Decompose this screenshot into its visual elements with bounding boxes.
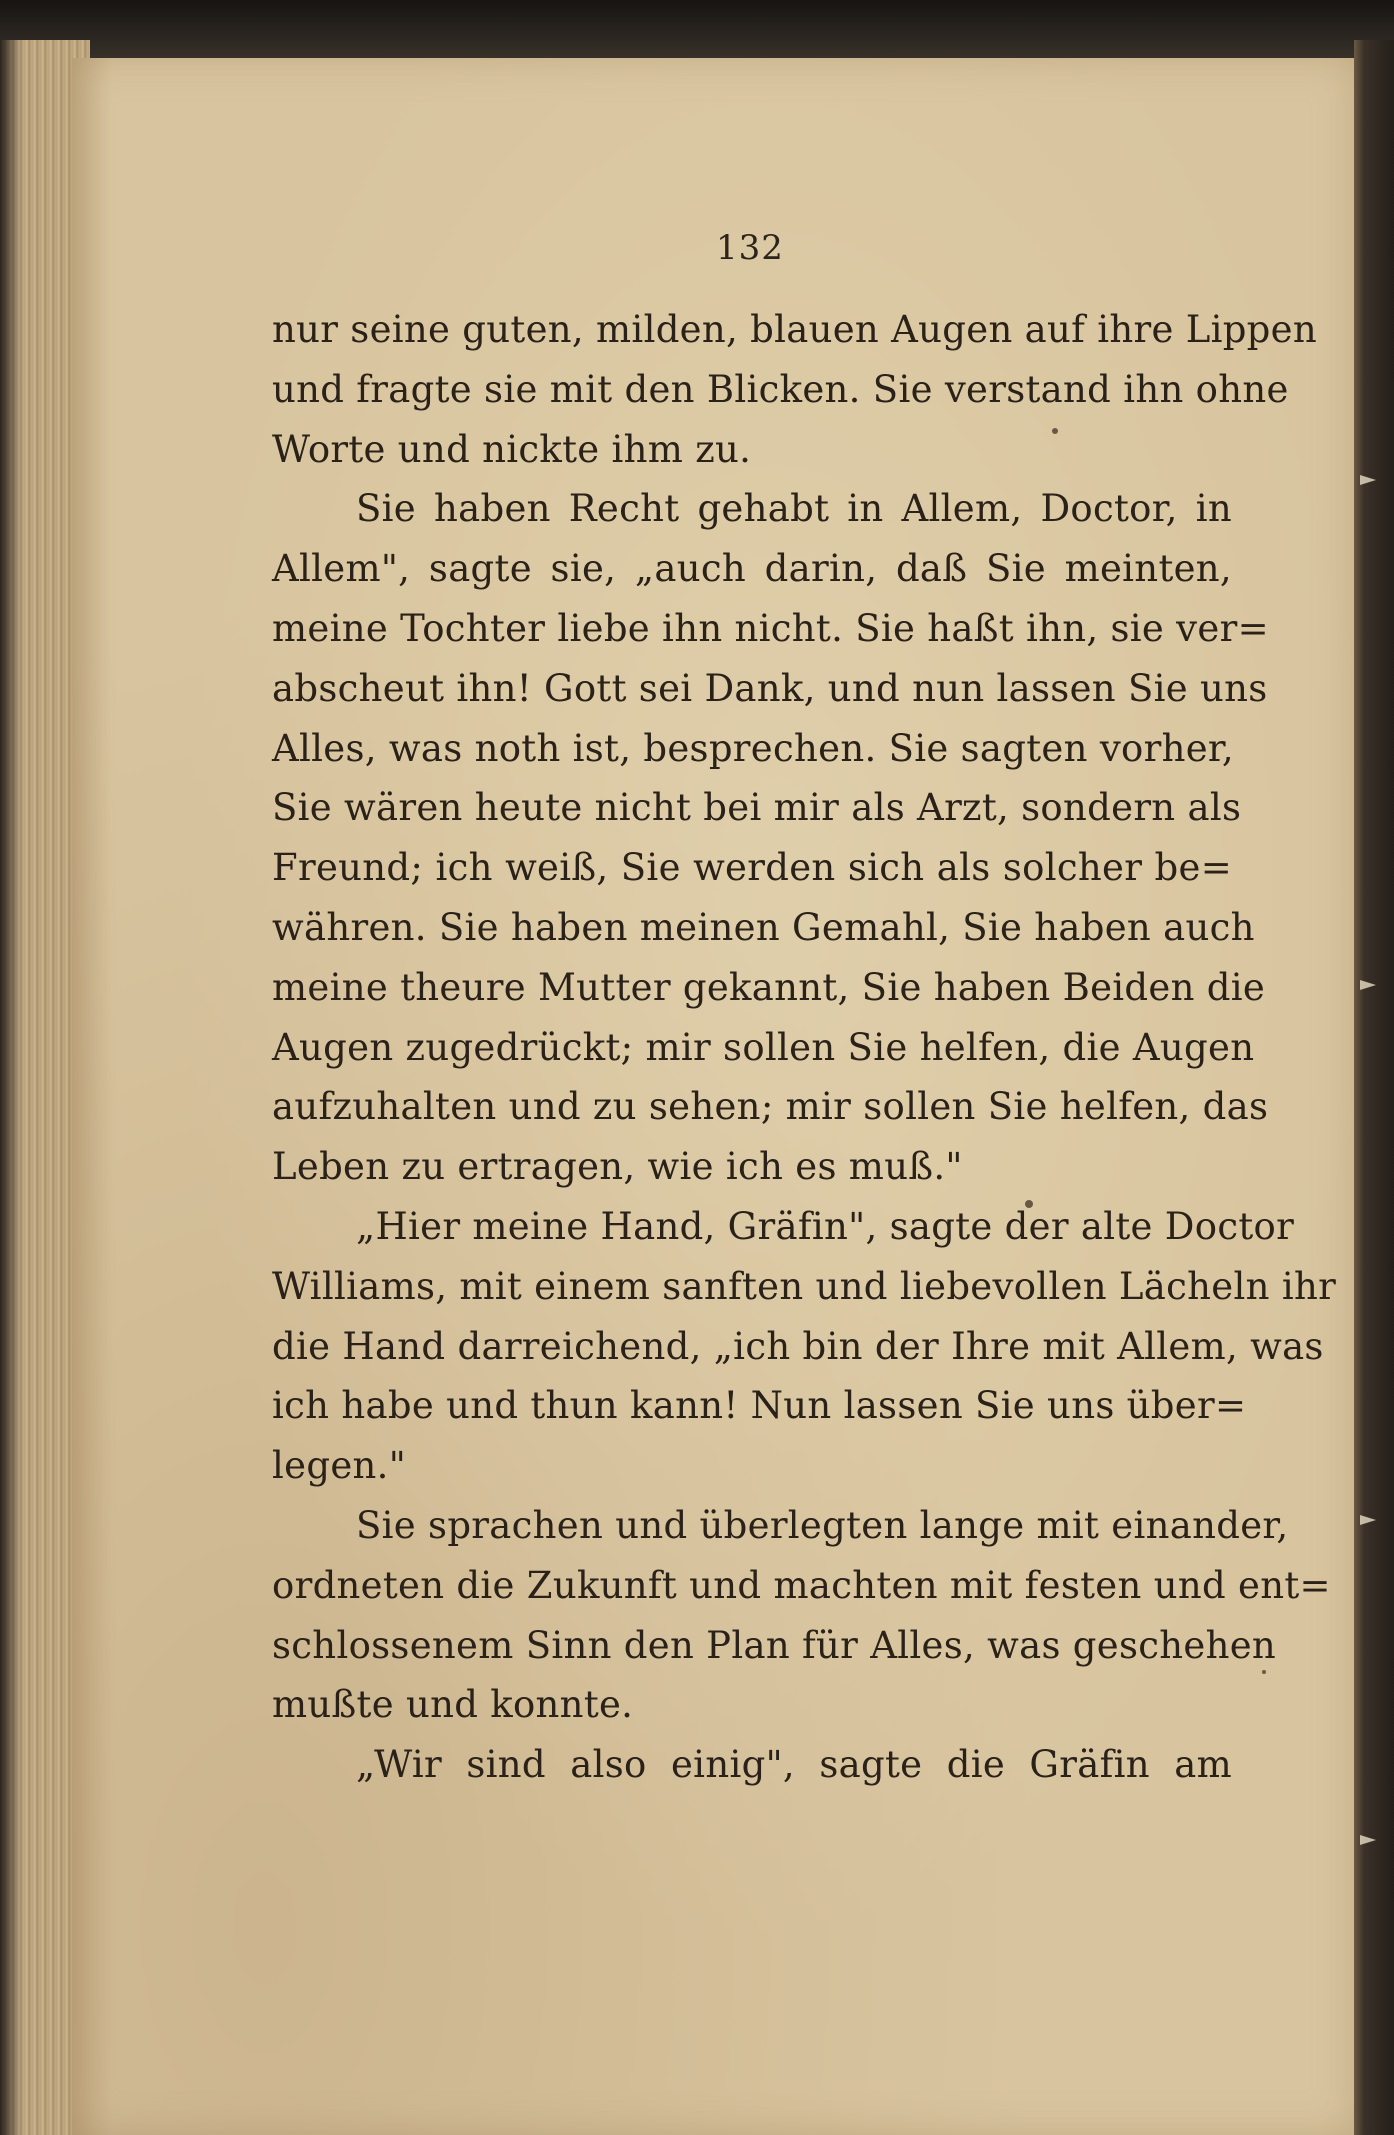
left-edge-shadow [0, 40, 22, 2135]
text-line: ich habe und thun kann! Nun lassen Sie uns über= [272, 1384, 1247, 1428]
text-line: abscheut ihn! Gott sei Dank, und nun lassen Sie uns [272, 666, 1268, 710]
text-line: Williams, mit einem sanften und liebevollen Lächeln ihr [272, 1264, 1337, 1308]
paper-speck [1262, 1670, 1266, 1674]
text-line: währen. Sie haben meinen Gemahl, Sie haben auch [272, 905, 1255, 949]
text-line: legen." [272, 1444, 407, 1488]
text-line: schlossenem Sinn den Plan für Alles, was geschehen [272, 1623, 1277, 1667]
text-line: und fragte sie mit den Blicken. Sie verstand ihn ohne [272, 367, 1289, 411]
text-line: meine theure Mutter gekannt, Sie haben Beiden die [272, 965, 1266, 1009]
text-line: Freund; ich weiß, Sie werden sich als solcher be= [272, 846, 1232, 890]
edge-mark [1360, 980, 1376, 990]
paragraph-start-line: „Hier meine Hand, Gräfin", sagte der alte Doctor [356, 1204, 1295, 1248]
body-text [272, 300, 1337, 1795]
text-line: Augen zugedrückt; mir sollen Sie helfen, die Augen [272, 1025, 1255, 1069]
paragraph-start-line: Sie sprachen und überlegten lange mit einander, [356, 1503, 1289, 1547]
text-line: nur seine guten, milden, blauen Augen auf ihre Lippen [272, 308, 1317, 351]
text-line: Alles, was noth ist, besprechen. Sie sagten vorher, [272, 726, 1234, 770]
text-line: Sie wären heute nicht bei mir als Arzt, sondern als [272, 786, 1242, 830]
text-line: aufzuhalten und zu sehen; mir sollen Sie helfen, das [272, 1085, 1269, 1129]
text-line: ordneten die Zukunft und machten mit festen und ent= [272, 1563, 1331, 1607]
text-line: meine Tochter liebe ihn nicht. Sie haßt ihn, sie ver= [272, 606, 1269, 650]
text-line: Leben zu ertragen, wie ich es muß." [272, 1145, 963, 1189]
page-number: 132 [716, 228, 784, 268]
text-line: mußte und konnte. [272, 1683, 634, 1727]
edge-mark [1360, 1835, 1376, 1845]
edge-mark [1360, 475, 1376, 485]
right-edge-marks [1356, 0, 1394, 2135]
text-line: Allem", sagte sie, „auch darin, daß Sie meinten, [272, 547, 1232, 591]
paragraph-start-line: „Wir sind also einig", sagte die Gräfin am [356, 1743, 1232, 1787]
text-line: Worte und nickte ihm zu. [272, 427, 752, 471]
text-line: die Hand darreichend, „ich bin der Ihre mit Allem, was [272, 1324, 1324, 1368]
edge-mark [1360, 1515, 1376, 1525]
paragraph-start-line: Sie haben Recht gehabt in Allem, Doctor, in [356, 487, 1232, 531]
top-binding-edge [0, 0, 1394, 62]
